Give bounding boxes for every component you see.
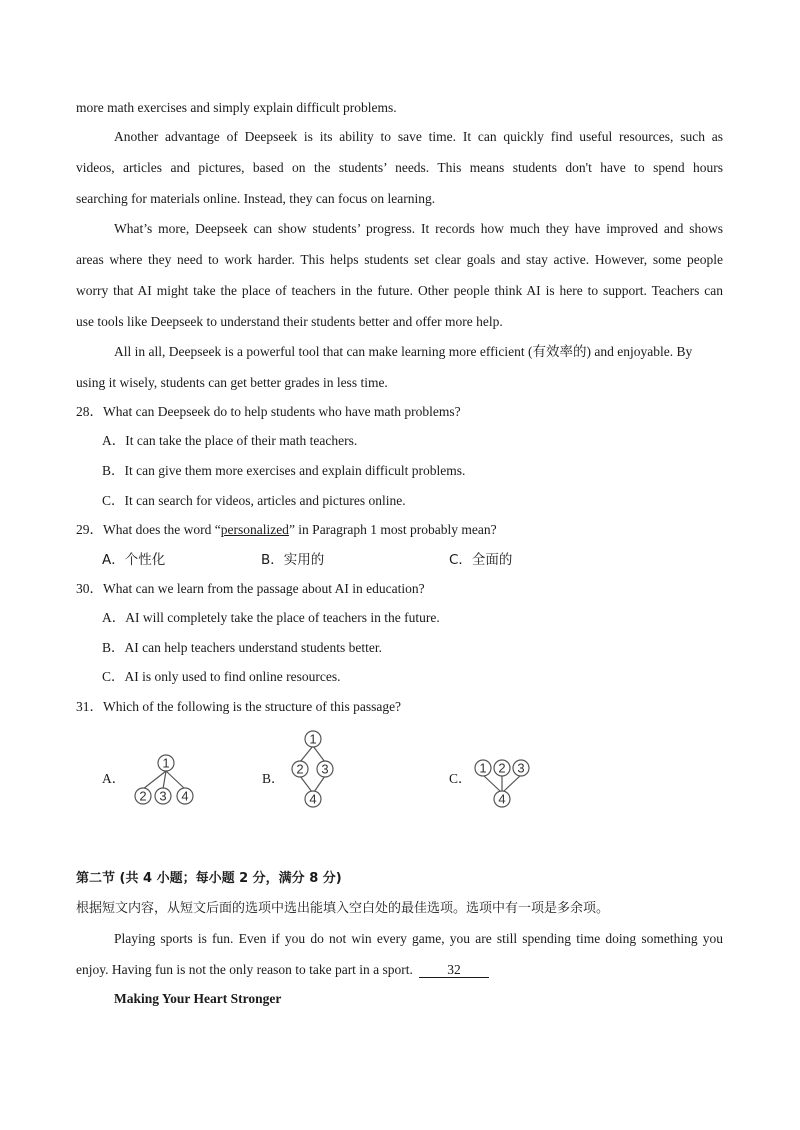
passage-line: more math exercises and simply explain difficult problems. (76, 100, 397, 115)
passage-line: Another advantage of Deepseek is its ability to save time. It can quickly find useful resources, such as (114, 129, 723, 144)
passage-text: All in all, Deepseek is a powerful tool that can make learning more efficient ( (114, 344, 533, 359)
node-label: 1 (309, 731, 317, 747)
q29-option-a: A．个性化 (102, 552, 166, 568)
connector-line (300, 746, 313, 762)
q30-option-b: B．AI can help teachers understand students better. (102, 640, 383, 655)
question-31-stem: 31．Which of the following is the structure of this passage? (76, 699, 402, 714)
passage-line (76, 961, 489, 979)
node-label: 4 (181, 788, 189, 804)
section-heading: 第二节 (共 4 小题；每小题 2 分，满分 8 分) (76, 871, 342, 886)
connector-line (166, 771, 185, 789)
passage-line: Playing sports is fun. Even if you do not win every game, you are still spending time doing something you (114, 931, 723, 946)
node-label: 3 (159, 788, 167, 804)
q29-stem-text: ” in Paragraph 1 most probably mean? (288, 522, 497, 537)
passage-line: videos, articles and pictures, based on the students’ needs. This means students don't have to spend hours (76, 160, 723, 175)
underlined-word: personalized (220, 522, 289, 537)
q28-option-c: C．It can search for videos, articles and pictures online. (102, 493, 406, 508)
question-30-stem: 30．What can we learn from the passage about AI in education? (76, 581, 425, 596)
passage-line: areas where they need to work harder. This helps students set clear goals and stay active. However, some people (76, 252, 723, 267)
passage-line: worry that AI might take the place of teachers in the future. Other people think AI is here to support. Teachers can (76, 283, 723, 298)
passage-line: using it wisely, students can get better grades in less time. (76, 375, 388, 390)
node-label: 1 (479, 760, 487, 776)
question-29-stem (76, 521, 497, 539)
connector-line (143, 771, 166, 789)
q28-option-b: B．It can give them more exercises and explain difficult problems. (102, 463, 466, 478)
node-label: 1 (162, 755, 170, 771)
chinese-gloss: 有效率的 (532, 344, 587, 360)
q29-option-b: B．实用的 (261, 552, 325, 568)
structure-diagram-b (284, 728, 338, 810)
node-label: 2 (296, 761, 304, 777)
q29-option-c: C．全面的 (449, 552, 513, 568)
connector-line (314, 776, 325, 792)
connector-line (300, 776, 312, 792)
node-label: 3 (321, 761, 329, 777)
passage-text: ) and enjoyable. By (586, 344, 693, 359)
section-subheading: Making Your Heart Stronger (114, 991, 282, 1006)
q31-option-a: A． (102, 771, 126, 786)
passage-line (114, 343, 723, 361)
passage-line: searching for materials online. Instead, they can focus on learning. (76, 191, 436, 206)
passage-line: use tools like Deepseek to understand their students better and offer more help. (76, 314, 503, 329)
node-label: 4 (498, 791, 506, 807)
passage-line: What’s more, Deepseek can show students’ progress. It records how much they have improved and shows (114, 221, 723, 236)
q28-option-a: A．It can take the place of their math teachers. (102, 433, 358, 448)
q30-option-a: A．AI will completely take the place of teachers in the future. (102, 610, 440, 625)
q29-stem-text: 29．What does the word “ (76, 522, 221, 537)
q31-option-c: C． (449, 771, 472, 786)
node-label: 4 (309, 791, 317, 807)
q31-option-b: B． (262, 771, 285, 786)
question-28-stem: 28．What can Deepseek do to help students who have math problems? (76, 404, 461, 419)
connector-line (504, 775, 521, 791)
node-label: 2 (139, 788, 147, 804)
node-label: 3 (517, 760, 525, 776)
connector-line (483, 775, 500, 791)
answer-blank[interactable]: 32 (419, 962, 489, 978)
section-instruction: 根据短文内容，从短文后面的选项中选出能填入空白处的最佳选项。选项中有一项是多余项。 (76, 901, 610, 916)
q30-option-c: C．AI is only used to find online resources. (102, 669, 341, 684)
structure-diagram-c (470, 756, 534, 810)
structure-diagram-a (128, 752, 198, 808)
passage-text: enjoy. Having fun is not the only reason to take part in a sport. (76, 962, 413, 977)
connector-line (313, 746, 325, 762)
node-label: 2 (498, 760, 506, 776)
